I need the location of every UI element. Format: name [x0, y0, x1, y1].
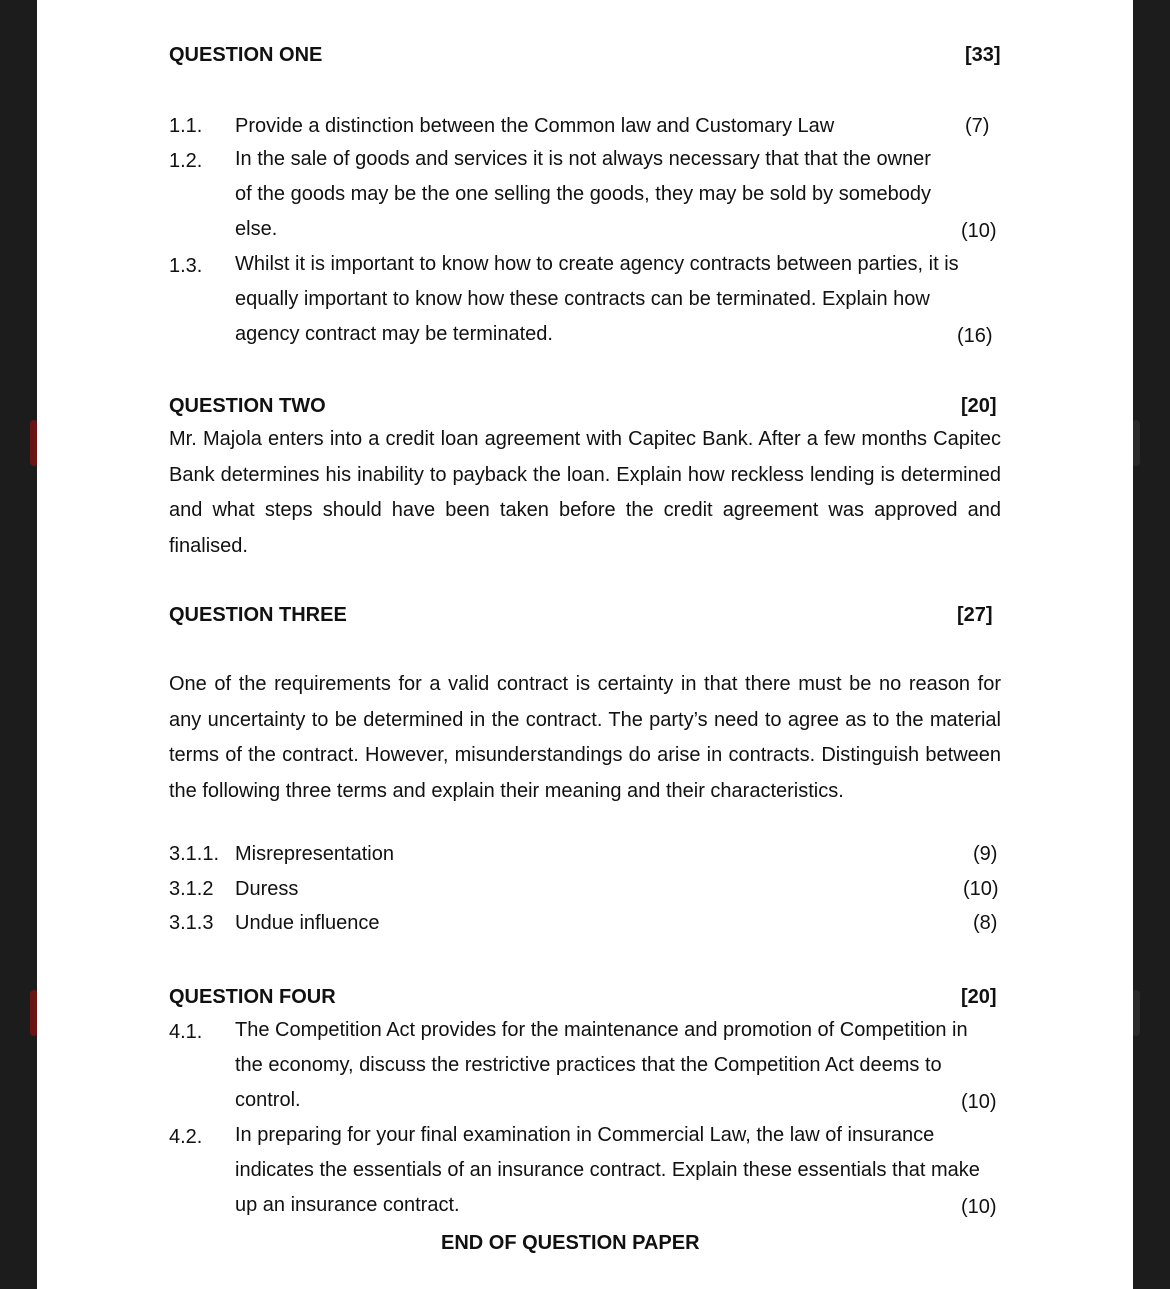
item-number: 3.1.3: [169, 912, 214, 934]
item-marks: (16): [957, 325, 993, 347]
item-text: Misrepresentation: [235, 843, 394, 865]
right-edge-mark: [1132, 420, 1140, 466]
item-marks: (10): [963, 878, 999, 900]
question-one-total: [33]: [965, 44, 1001, 66]
item-text: Duress: [235, 878, 299, 900]
item-marks: (10): [961, 1091, 997, 1113]
question-two-total: [20]: [961, 395, 997, 417]
item-marks: (7): [965, 115, 990, 137]
item-marks: (8): [973, 912, 998, 934]
question-three-title: QUESTION THREE: [169, 604, 347, 626]
item-number: 1.2.: [169, 150, 203, 172]
question-four-title: QUESTION FOUR: [169, 986, 336, 1008]
question-two-title: QUESTION TWO: [169, 395, 326, 417]
item-text: Provide a distinction between the Common law and Customary Law: [235, 115, 835, 137]
right-edge-mark: [1132, 990, 1140, 1036]
item-number: 3.1.2: [169, 878, 214, 900]
item-number: 3.1.1.: [169, 843, 220, 865]
item-text: In the sale of goods and services it is not always necessary that that the owner of the goods may be the one selling the goods, they may be sold by somebody else.: [235, 148, 931, 240]
item-marks: (10): [961, 1196, 997, 1218]
item-number: 1.3.: [169, 255, 203, 277]
question-one-title: QUESTION ONE: [169, 44, 323, 66]
question-paper-page[interactable]: [37, 0, 1133, 1289]
item-number: 4.2.: [169, 1126, 203, 1148]
end-of-paper-label: END OF QUESTION PAPER: [441, 1232, 700, 1254]
item-marks: (10): [961, 220, 997, 242]
question-three-body: One of the requirements for a valid contract is certainty in that there must be no reason for any uncertainty to be determined in the contract. The party’s need to agree as to the material terms of the contract. However, misunderstandings do arise in contracts. Distinguish between the following three terms and explain their meaning and their characteristics.: [169, 673, 1001, 802]
item-text: Undue influence: [235, 912, 380, 934]
item-text: In preparing for your final examination in Commercial Law, the law of insurance indicates the essentials of an insurance contract. Explain these essentials that make up an insurance contract.: [235, 1124, 980, 1216]
item-marks: (9): [973, 843, 998, 865]
question-four-total: [20]: [961, 986, 997, 1008]
question-two-body: Mr. Majola enters into a credit loan agreement with Capitec Bank. After a few months Capitec Bank determines his inability to payback the loan. Explain how reckless lending is determined and what steps should have been taken before the credit agreement was approved and finalised.: [169, 428, 1001, 557]
question-three-total: [27]: [957, 604, 993, 626]
item-number: 4.1.: [169, 1021, 203, 1043]
item-text: The Competition Act provides for the maintenance and promotion of Competition in the economy, discuss the restrictive practices that the Competition Act deems to control.: [235, 1019, 968, 1111]
item-text: Whilst it is important to know how to create agency contracts between parties, it is equally important to know how these contracts can be terminated. Explain how agency contract may be terminated.: [235, 253, 959, 345]
item-number: 1.1.: [169, 115, 203, 137]
